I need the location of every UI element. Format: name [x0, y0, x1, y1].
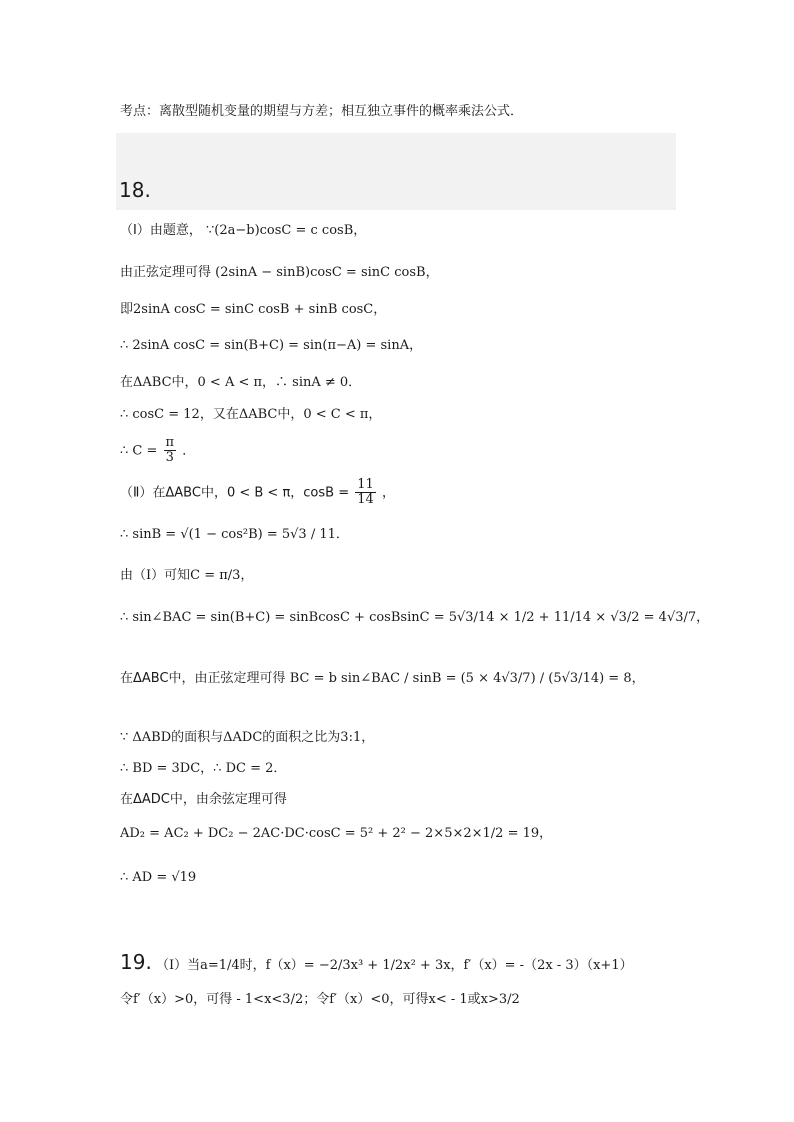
- q18-line-2-text: 由正弦定理可得: [120, 265, 212, 280]
- q19-line-1-text: （Ⅰ）当a=1/4时，f（x）= −2/3x³ + 1/2x² + 3x，f′（x）= -（2x - 3）（x+1）: [155, 958, 633, 973]
- question-18-header: [116, 133, 676, 210]
- q18-line-3: 即2sinA cosC = sinC cosB + sinB cosC，: [120, 302, 387, 317]
- pi-over-3-denominator: 3: [165, 450, 174, 466]
- question-19-number: 19.: [120, 950, 152, 974]
- q18-line-12: [120, 671, 645, 687]
- cosB-numerator: 11: [357, 477, 374, 492]
- q18-line-9: ∴ sinB = √(1 − cos²B) = 5√3 / 11．: [120, 527, 349, 542]
- q18-line-7: ∴ C = $\frac{\pi}{3}$ ．: [120, 435, 196, 466]
- cosB-fraction: [355, 478, 376, 508]
- pi-over-3-fraction: [164, 436, 177, 466]
- q18-line-2: [120, 265, 439, 281]
- kaodian-line: 考点：离散型随机变量的期望与方差；相互独立事件的概率乘法公式．: [120, 104, 524, 119]
- q18-line-16: AD₂ = AC₂ + DC₂ − 2AC·DC·cosC = 5² + 2² − 2×5×2×1/2 = 19，: [120, 826, 553, 841]
- q18-line-4: ∴ 2sinA cosC = sin(B+C) = sin(π−A) = sinA，: [120, 338, 423, 353]
- q18-line-13: ∵ ΔABD的面积与ΔADC的面积之比为3:1，: [120, 730, 375, 745]
- cosB-denominator: 14: [357, 492, 374, 508]
- q18-part2-line: （Ⅱ）在ΔABC中，0 < B < π，cosB = $\frac{11}{14}$ ，: [120, 477, 395, 508]
- q18-line-14: ∴ BD = 3DC，∴ DC = 2．: [120, 761, 287, 776]
- q19-line-2: 令f′（x）>0，可得 - 1<x<3/2；令f′（x）<0，可得x< - 1或x>3/2: [120, 992, 520, 1007]
- q18-line-2-eq: (2sinA − sinB)cosC = sinC cosB，: [215, 265, 439, 280]
- q18-part2-intro: （Ⅱ）在ΔABC中，0 < B < π，cosB =: [120, 485, 350, 501]
- q18-line-12-text: 在ΔABC中，由正弦定理可得: [120, 671, 286, 686]
- q18-line-10: 由（Ⅰ）可知C = π/3，: [120, 568, 254, 583]
- question-18-number: 18.: [119, 178, 151, 202]
- q18-line-11: ∴ sin∠BAC = sin(B+C) = sinBcosC + cosBsinC = 5√3/14 × 1/2 + 11/14 × √3/2 = 4√3/7，: [120, 610, 710, 625]
- q18-line-17: ∴ AD = √19: [120, 870, 197, 885]
- q18-part1-line: [120, 223, 366, 239]
- q18-line-15: 在ΔADC中，由余弦定理可得: [120, 792, 287, 807]
- q18-line-12-eq: BC = b sin∠BAC / sinB = (5 × 4√3/7) / (5√3/14) = 8，: [289, 671, 645, 686]
- q19-line-1: [120, 950, 633, 974]
- q18-part1-intro: （Ⅰ）由题意，: [120, 223, 202, 238]
- pi-over-3-numerator: π: [165, 435, 175, 450]
- q18-line-5: 在ΔABC中，0 < A < π，∴ sinA ≠ 0．: [120, 375, 362, 390]
- q18-part1-eq: ∵(2a−b)cosC = c cosB，: [205, 223, 367, 238]
- q18-line-7-lhs: ∴ C =: [120, 443, 158, 459]
- q18-line-6: ∴ cosC = 12，又在ΔABC中，0 < C < π，: [120, 407, 382, 422]
